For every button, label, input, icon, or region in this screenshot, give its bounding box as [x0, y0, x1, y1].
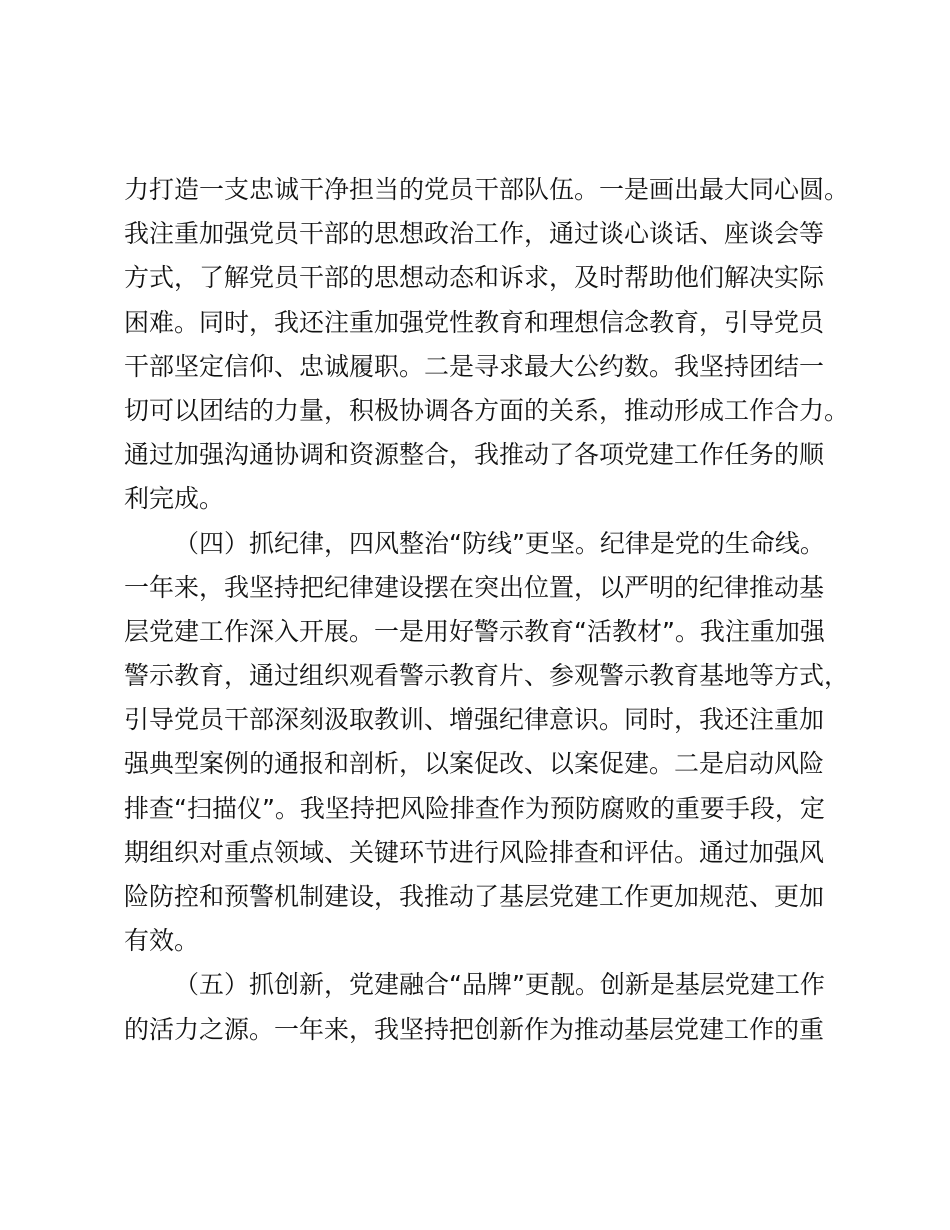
text-line: 警示教育，通过组织观看警示教育片、参观警示教育基地等方式，	[124, 661, 850, 691]
text-line: 困难。同时，我还注重加强党性教育和理想信念教育，引导党员	[124, 307, 825, 337]
text-line: 险防控和预警机制建设，我推动了基层党建工作更加规范、更加	[124, 882, 825, 911]
text-line: 有效。	[124, 926, 200, 956]
text-line: 引导党员干部深刻汲取教训、增强纪律意识。同时，我还注重加	[124, 705, 825, 735]
text-line: 一年来，我坚持把纪律建设摆在突出位置，以严明的纪律推动基	[124, 572, 825, 602]
text-line: 方式，了解党员干部的思想动态和诉求，及时帮助他们解决实际	[124, 263, 825, 293]
text-line: 通过加强沟通协调和资源整合，我推动了各项党建工作任务的顺	[124, 440, 825, 470]
text-line: 干部坚定信仰、忠诚履职。二是寻求最大公约数。我坚持团结一	[124, 351, 825, 381]
document-body	[124, 168, 864, 1052]
section-heading-5: （五）抓创新，党建融合“品牌”更靓。创新是基层党建工作	[174, 970, 825, 1000]
text-line: 排查“扫描仪”。我坚持把风险排查作为预防腐败的重要手段，定	[124, 793, 825, 823]
text-line: 的活力之源。一年来，我坚持把创新作为推动基层党建工作的重	[124, 1014, 825, 1044]
text-line: 期组织对重点领域、关键环节进行风险排查和评估。通过加强风	[124, 837, 825, 867]
text-line: 力打造一支忠诚干净担当的党员干部队伍。一是画出最大同心圆。	[124, 175, 850, 204]
text-line: 我注重加强党员干部的思想政治工作，通过谈心谈话、座谈会等	[124, 219, 825, 249]
section-heading-4: （四）抓纪律，四风整治“防线”更坚。纪律是党的生命线。	[174, 528, 825, 558]
text-line: 切可以团结的力量，积极协调各方面的关系，推动形成工作合力。	[124, 395, 850, 425]
text-line: 利完成。	[124, 484, 225, 514]
text-line: 强典型案例的通报和剖析，以案促改、以案促建。二是启动风险	[124, 749, 825, 779]
text-line: 层党建工作深入开展。一是用好警示教育“活教材”。我注重加强	[124, 616, 825, 646]
